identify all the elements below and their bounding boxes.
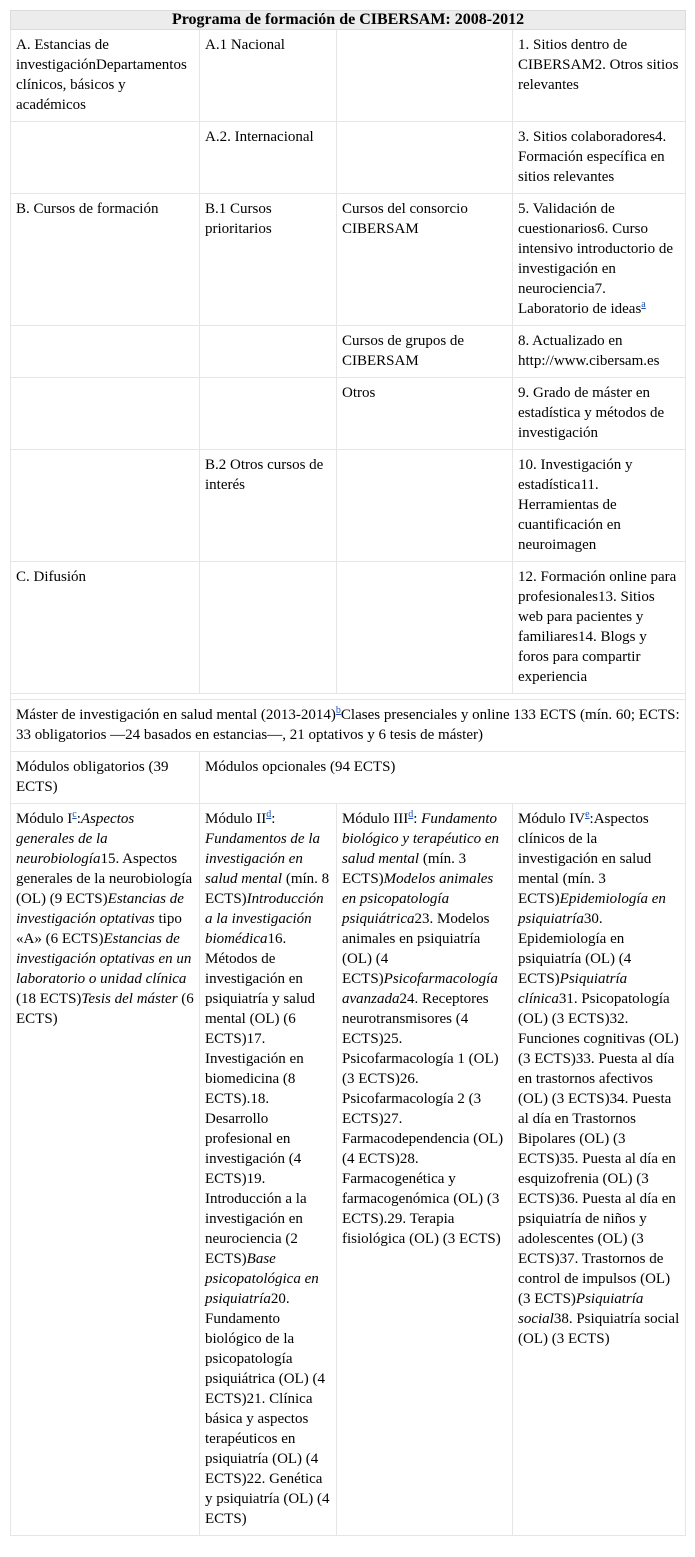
module-text: Aspectos clínicos de la investigación en salud mental (mín. 3 ECTS) bbox=[518, 811, 652, 907]
table-row bbox=[11, 450, 686, 562]
module-label: Módulo II bbox=[205, 811, 267, 827]
table-cell bbox=[337, 122, 513, 194]
module-text: (mín. 8 ECTS) bbox=[205, 871, 330, 907]
module-section-title: Aspectos generales de la neurobiología bbox=[16, 811, 135, 867]
table-cell bbox=[337, 450, 513, 562]
footnote-link-c[interactable]: c bbox=[72, 809, 77, 820]
master-cell bbox=[11, 700, 686, 752]
optional-modules-heading: Módulos opcionales (94 ECTS) bbox=[200, 752, 686, 804]
table-cell bbox=[11, 326, 200, 378]
module-2-cell bbox=[200, 804, 337, 1536]
module-text: (6 ECTS) bbox=[16, 991, 194, 1027]
table-cell: A.1 Nacional bbox=[200, 30, 337, 122]
table-row bbox=[11, 562, 686, 694]
table-cell bbox=[11, 122, 200, 194]
module-section-title: Epidemiología en psiquiatría bbox=[518, 891, 666, 927]
table-title: Programa de formación de CIBERSAM: 2008-2012 bbox=[11, 11, 686, 30]
footnote-link-a[interactable]: a bbox=[641, 299, 646, 310]
module-section-title: Base psicopatológica en psiquiatría bbox=[205, 1251, 319, 1307]
module-colon: : bbox=[271, 811, 276, 827]
table-cell: A. Estancias de investigaciónDepartamentos clínicos, básicos y académicos bbox=[11, 30, 200, 122]
module-section-title: Psiquiatría social bbox=[518, 1291, 644, 1327]
table-cell: 10. Investigación y estadística11. Herramientas de cuantificación en neuroimagen bbox=[513, 450, 686, 562]
module-section-title: Modelos animales en psicopatología psiquiátrica bbox=[342, 871, 494, 927]
module-label: Módulo III bbox=[342, 811, 409, 827]
table-row bbox=[11, 122, 686, 194]
modules-row bbox=[11, 804, 686, 1536]
module-text: 31. Psicopatología (OL) (3 ECTS)32. Funciones cognitivas (OL) (3 ECTS)33. Puesta al día en trastornos afectivos (OL) (3 ECTS)34. Puesta al día en Trastornos Bipolares (OL) (3 ECTS)35. Puesta al día en esquizofrenia (OL) (3 ECTS)36. Puesta al día en psiquiatría de niños y adolescentes (OL) (3 ECTS)37. Trastornos de control de impulsos (OL) (3 ECTS) bbox=[518, 991, 679, 1307]
table-cell bbox=[11, 378, 200, 450]
table-cell: Cursos de grupos de CIBERSAM bbox=[337, 326, 513, 378]
module-section-title: Tesis del máster bbox=[81, 991, 178, 1007]
mandatory-modules-heading: Módulos obligatorios (39 ECTS) bbox=[11, 752, 200, 804]
module-text: 20. Fundamento biológico de la psicopatología psiquiátrica (OL) (4 ECTS)21. Clínica básica y aspectos terapéuticos en psiquiatría (OL) (4 ECTS)22. Genética y psiquiatría (OL) (4 ECTS) bbox=[205, 1291, 330, 1527]
table-cell: C. Difusión bbox=[11, 562, 200, 694]
module-label: Módulo I bbox=[16, 811, 73, 827]
module-section-title: Estancias de investigación optativas en un laboratorio o unidad clínica bbox=[16, 931, 192, 987]
table-cell bbox=[337, 30, 513, 122]
table-cell: 8. Actualizado en http://www.cibersam.es bbox=[513, 326, 686, 378]
module-section-title: Psicofarmacología avanzada bbox=[342, 971, 498, 1007]
table-cell bbox=[11, 450, 200, 562]
table-cell bbox=[200, 326, 337, 378]
table-row bbox=[11, 326, 686, 378]
module-colon: : bbox=[589, 811, 594, 827]
module-text: (18 ECTS) bbox=[16, 991, 82, 1007]
module-section-title: Estancias de investigación optativas bbox=[16, 891, 184, 927]
module-3-cell bbox=[337, 804, 513, 1536]
footnote-link-e[interactable]: e bbox=[585, 809, 590, 820]
module-text: 15. Aspectos generales de la neurobiología (OL) (9 ECTS) bbox=[16, 851, 193, 907]
module-section-title: Fundamento biológico y terapéutico en salud mental bbox=[342, 811, 500, 867]
table-cell bbox=[200, 562, 337, 694]
modules-header-row bbox=[11, 752, 686, 804]
table-cell bbox=[337, 562, 513, 694]
master-description: Clases presenciales y online 133 ECTS (mín. 60; ECTS: 33 obligatorios —24 basados en estancias—, 21 optativos y 6 tesis de máster) bbox=[16, 707, 680, 743]
module-colon: : bbox=[76, 811, 81, 827]
module-text: 24. Receptores neurotransmisores (4 ECTS)25. Psicofarmacología 1 (OL) (3 ECTS)26. Psicofarmacología 2 (3 ECTS)27. Farmacodependencia (OL) (4 ECTS)28. Farmacogenética y farmacogenómica (OL) (3 ECTS).29. Terapia fisiológica (OL) (3 ECTS) bbox=[342, 991, 504, 1247]
table-cell: A.2. Internacional bbox=[200, 122, 337, 194]
table-cell: 12. Formación online para profesionales13. Sitios web para pacientes y familiares14. Blogs y foros para compartir experiencia bbox=[513, 562, 686, 694]
table-cell: 1. Sitios dentro de CIBERSAM2. Otros sitios relevantes bbox=[513, 30, 686, 122]
module-text: (mín. 3 ECTS) bbox=[342, 851, 467, 887]
module-text: tipo «A» (6 ECTS) bbox=[16, 911, 182, 947]
table-cell: B. Cursos de formación bbox=[11, 194, 200, 326]
table-cell: B.2 Otros cursos de interés bbox=[200, 450, 337, 562]
footnote-link-b[interactable]: b bbox=[335, 705, 341, 716]
cell-text: 5. Validación de cuestionarios6. Curso intensivo introductorio de investigación en neurociencia7. Laboratorio de ideas bbox=[518, 201, 673, 317]
module-4-cell bbox=[513, 804, 686, 1536]
module-colon: : bbox=[413, 811, 422, 827]
module-section-title: Fundamentos de la investigación en salud mental bbox=[205, 831, 320, 887]
module-text: 16. Métodos de investigación en psiquiatría y salud mental (OL) (6 ECTS)17. Investigación en biomedicina (8 ECTS).18. Desarrollo profesional en investigación (4 ECTS)19. Introducción a la investigación en neurociencia (2 ECTS) bbox=[205, 931, 315, 1267]
module-text: 30. Epidemiología en psiquiatría (OL) (4 ECTS) bbox=[518, 911, 632, 987]
table-cell: Otros bbox=[337, 378, 513, 450]
table-cell: Cursos del consorcio CIBERSAM bbox=[337, 194, 513, 326]
table-cell: 3. Sitios colaboradores4. Formación específica en sitios relevantes bbox=[513, 122, 686, 194]
table-cell: B.1 Cursos prioritarios bbox=[200, 194, 337, 326]
module-1-cell bbox=[11, 804, 200, 1536]
table-row bbox=[11, 378, 686, 450]
table-row bbox=[11, 30, 686, 122]
footnote-link-d[interactable]: d bbox=[266, 809, 272, 820]
table-cell bbox=[513, 194, 686, 326]
module-section-title: Introducción a la investigación biomédica bbox=[205, 891, 324, 947]
module-section-title: Psiquiatría clínica bbox=[518, 971, 628, 1007]
footnote-link-d[interactable]: d bbox=[408, 809, 414, 820]
module-label: Módulo IV bbox=[518, 811, 586, 827]
table-row bbox=[11, 194, 686, 326]
master-title: Máster de investigación en salud mental (2013-2014) bbox=[16, 707, 336, 723]
module-text: 23. Modelos animales en psiquiatría (OL) (4 ECTS) bbox=[342, 911, 490, 987]
table-cell bbox=[200, 378, 337, 450]
master-row bbox=[11, 700, 686, 752]
title-row bbox=[11, 11, 686, 30]
training-program-table bbox=[10, 10, 686, 1536]
table-cell: 9. Grado de máster en estadística y métodos de investigación bbox=[513, 378, 686, 450]
module-text: 38. Psiquiatría social (OL) (3 ECTS) bbox=[518, 1311, 680, 1347]
